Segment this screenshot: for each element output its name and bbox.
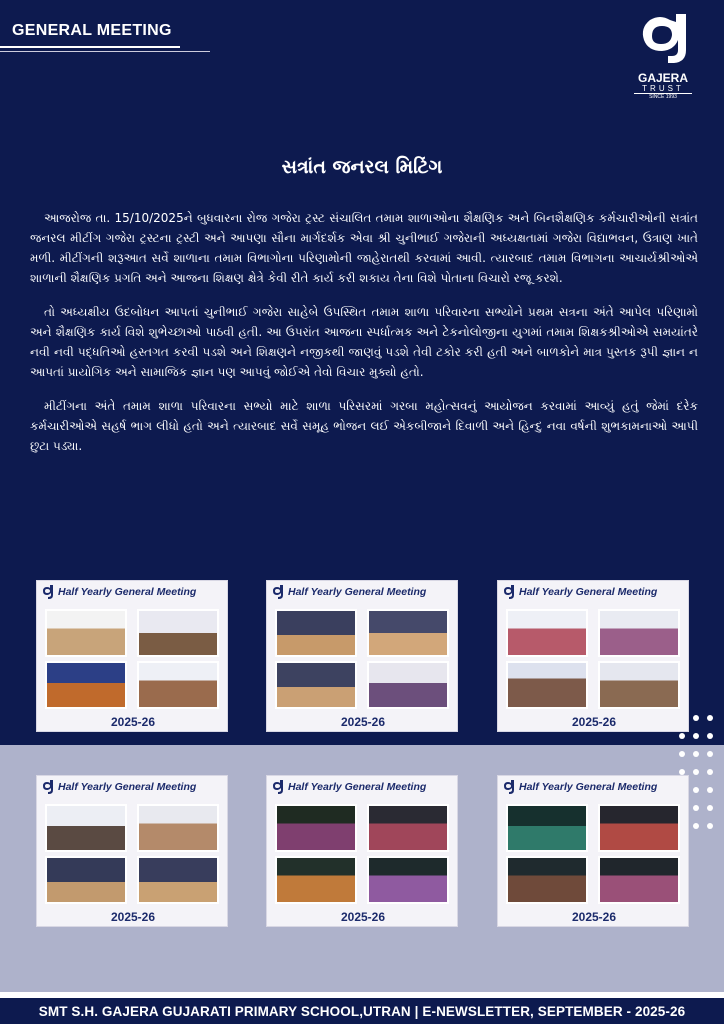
card-year: 2025-26 [571,910,617,924]
event-photo [275,661,357,709]
event-photo [506,661,588,709]
event-photo [275,856,357,904]
gajera-logo-icon [271,584,285,600]
gajera-logo-mark-icon [628,10,698,66]
event-photo [506,804,588,852]
event-photo [137,856,219,904]
footer-text: SMT S.H. GAJERA GUJARATI PRIMARY SCHOOL,UTRAN | E-NEWSLETTER, SEPTEMBER - 2025-26 [38,1003,686,1019]
card-year: 2025-26 [340,910,386,924]
event-photo [598,804,680,852]
card-header [267,776,458,800]
event-photo [506,609,588,657]
gallery-card [497,580,689,732]
card-title: Half Yearly General Meeting [288,586,427,598]
footer [0,992,724,1024]
logo-since: SINCE 1993 [634,93,692,101]
gallery-card [36,775,228,927]
event-photo [367,804,449,852]
gajera-logo-icon [502,779,516,795]
section-tag [0,22,210,52]
card-header [37,776,228,800]
article-body [30,208,698,470]
section-tag-label: GENERAL MEETING [12,22,172,39]
article-title: સત્રાંત જનરલ મિટિંગ [281,156,443,178]
event-photo [275,609,357,657]
card-header [498,776,689,800]
event-photo [598,609,680,657]
event-photo [137,661,219,709]
gajera-logo-icon [41,779,55,795]
card-header [498,581,689,605]
card-title: Half Yearly General Meeting [288,781,427,793]
logo-subname: TRUST [642,84,684,93]
event-photo [598,856,680,904]
card-header [37,581,228,605]
gallery-card [266,775,458,927]
article-paragraph: તો અધ્યક્ષીય ઉદબોધન આપતાં ચુનીભાઈ ગજેરા સાહેબે ઉપસ્થિત તમામ શાળા પરિવારના સભ્યોને પ્રથમ સત્રના અંતે આપેલ પરિણામો અને શૈક્ષણિક કાર્ય વિશે શુભેચ્છાઓ પાઠવી હતી. આ ઉપરાંત આજના સ્પર્ધાત્મક અને ટેકનોલોજીના યુગમાં તમામ શિક્ષકશ્રીઓએ સમયાંતરે નવી નવી પદ્ધતિઓ હસ્તગત કરવી પડશે અને શિક્ષણને નજીકથી જાણવું પડશે તેવી ટકોર કરી હતી અને બાળકોને માત્ર પુસ્તક રૂપી જ્ઞાન ન આપતાં પ્રાયોગિક અને સામાજિક જ્ઞાન પણ આપવું જોઈએ તેવો વિચાર મુક્યો હતો. [30,305,698,379]
gallery-card [36,580,228,732]
event-photo [137,804,219,852]
card-year: 2025-26 [110,910,156,924]
card-year: 2025-26 [110,715,156,729]
event-photo [275,804,357,852]
gajera-trust-logo [628,10,698,108]
card-header [267,581,458,605]
section-tag-rule-thin [0,51,210,52]
event-photo [45,856,127,904]
article-paragraph: આજરોજ તા. 15/10/2025ને બુધવારના રોજ ગજેરા ટ્રસ્ટ સંચાલિત તમામ શાળાઓના શૈક્ષણિક અને બિનશૈક્ષણિક કર્મચારીઓની સત્રાંત જનરલ મીટીંગ ગજેરા ટ્રસ્ટના ટ્રસ્ટી અને આપણા સૌના માર્ગદર્શક એવા શ્રી ચુનીભાઈ ગજેરાની અધ્યક્ષતામાં ગજેરા વિદ્યાભવન, ઉત્રાણ ખાતે મળી. મીટીંગની શરૂઆત સર્વે શાળાના તમામ વિભાગોના પરિણામોની જાહેરાતથી કરવામાં આવી. ત્યારબાદ તમામ વિભાગના આચાર્યશ્રીઓએ શાળાની શૈક્ષણિક પ્રગતિ અને આજના શિક્ષણ ક્ષેત્રે કેવી રીતે કાર્ય કરી શકાય તેના વિશે પોતાના વિચારો રજૂ કરશે. [30,211,698,285]
card-title: Half Yearly General Meeting [519,586,658,598]
event-photo [45,661,127,709]
logo-name: GAJERA [637,71,688,85]
gajera-logo-icon [271,779,285,795]
gajera-logo-icon [41,584,55,600]
gajera-logo-icon [502,584,516,600]
article-paragraph: મીટીંગના અંતે તમામ શાળા પરિવારના સભ્યો માટે શાળા પરિસરમાં ગરબા મહોત્સવનું આયોજન કરવામાં આવ્યું હતું જેમાં દરેક કર્મચારીઓએ સહર્ષ ભાગ લીધો હતો અને ત્યારબાદ સર્વે સમૂહ ભોજન લઈ એકબીજાને દિવાળી અને હિન્દુ નવા વર્ષની શુભકામનાઓ આપી છુટા પડ્યા. [30,399,698,453]
card-title: Half Yearly General Meeting [519,781,658,793]
event-photo [367,856,449,904]
gallery-card [497,775,689,927]
section-tag-rule [0,46,180,48]
gallery-card [266,580,458,732]
event-photo [506,856,588,904]
event-photo [137,609,219,657]
card-title: Half Yearly General Meeting [58,586,197,598]
event-photo [598,661,680,709]
event-photo [367,661,449,709]
event-photo [45,804,127,852]
card-year: 2025-26 [571,715,617,729]
card-year: 2025-26 [340,715,386,729]
card-title: Half Yearly General Meeting [58,781,197,793]
event-photo [45,609,127,657]
event-photo [367,609,449,657]
